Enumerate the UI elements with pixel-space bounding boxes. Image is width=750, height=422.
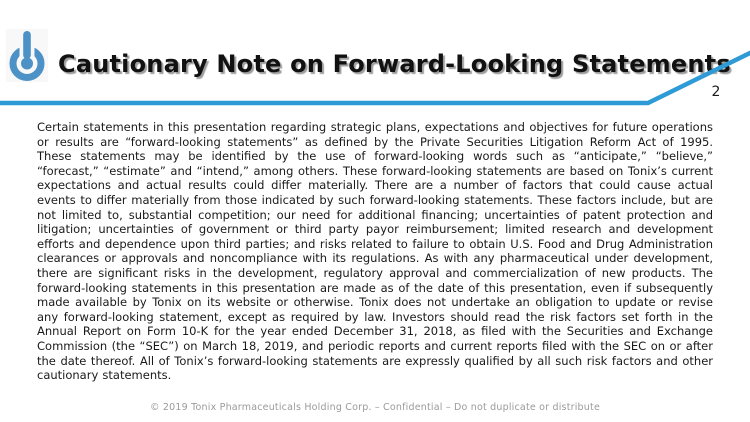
power-icon	[7, 30, 47, 82]
tonix-logo	[6, 29, 48, 82]
page-number: 2	[711, 84, 721, 100]
disclaimer-text: Certain statements in this presentation regarding strategic plans, expectations and objectives for future operations or results are “forward-looking statements” as defined by the Private Securities Litigation Reform Act of 1995. These statements may be identified by the use of forward-looking words such as “anticipate,” “believe,” “forecast,” “estimate” and “intend,” among others. These forward-looking statements are based on Tonix’s current expectations and actual results could differ materially. There are a number of factors that could cause actual events to differ materially from those indicated by such forward-looking statements. These factors include, but are not limited to, substantial competition; our need for additional financing; uncertainties of patent protection and litigation; uncertainties of government or third party payor reimbursement; limited research and development efforts and dependence upon third parties; and risks related to failure to obtain U.S. Food and Drug Administration clearances or approvals and noncompliance with its regulations. As with any pharmaceutical under development, there are significant risks in the development, regulatory approval and commercialization of new products. The forward-looking statements in this presentation are made as of the date of this presentation, even if subsequently made available by Tonix on its website or otherwise. Tonix does not undertake an obligation to update or revise any forward-looking statement, except as required by law. Investors should read the risk factors set forth in the Annual Report on Form 10-K for the year ended December 31, 2018, as filed with the Securities and Exchange Commission (the “SEC”) on March 18, 2019, and periodic reports and current reports filed with the SEC on or after the date thereof. All of Tonix’s forward-looking statements are expressly qualified by all such risk factors and other cautionary statements.	[37, 120, 713, 383]
page-title: Cautionary Note on Forward-Looking Statements	[58, 50, 731, 78]
footer-text: © 2019 Tonix Pharmaceuticals Holding Corp. – Confidential – Do not duplicate or distribute	[150, 402, 600, 413]
